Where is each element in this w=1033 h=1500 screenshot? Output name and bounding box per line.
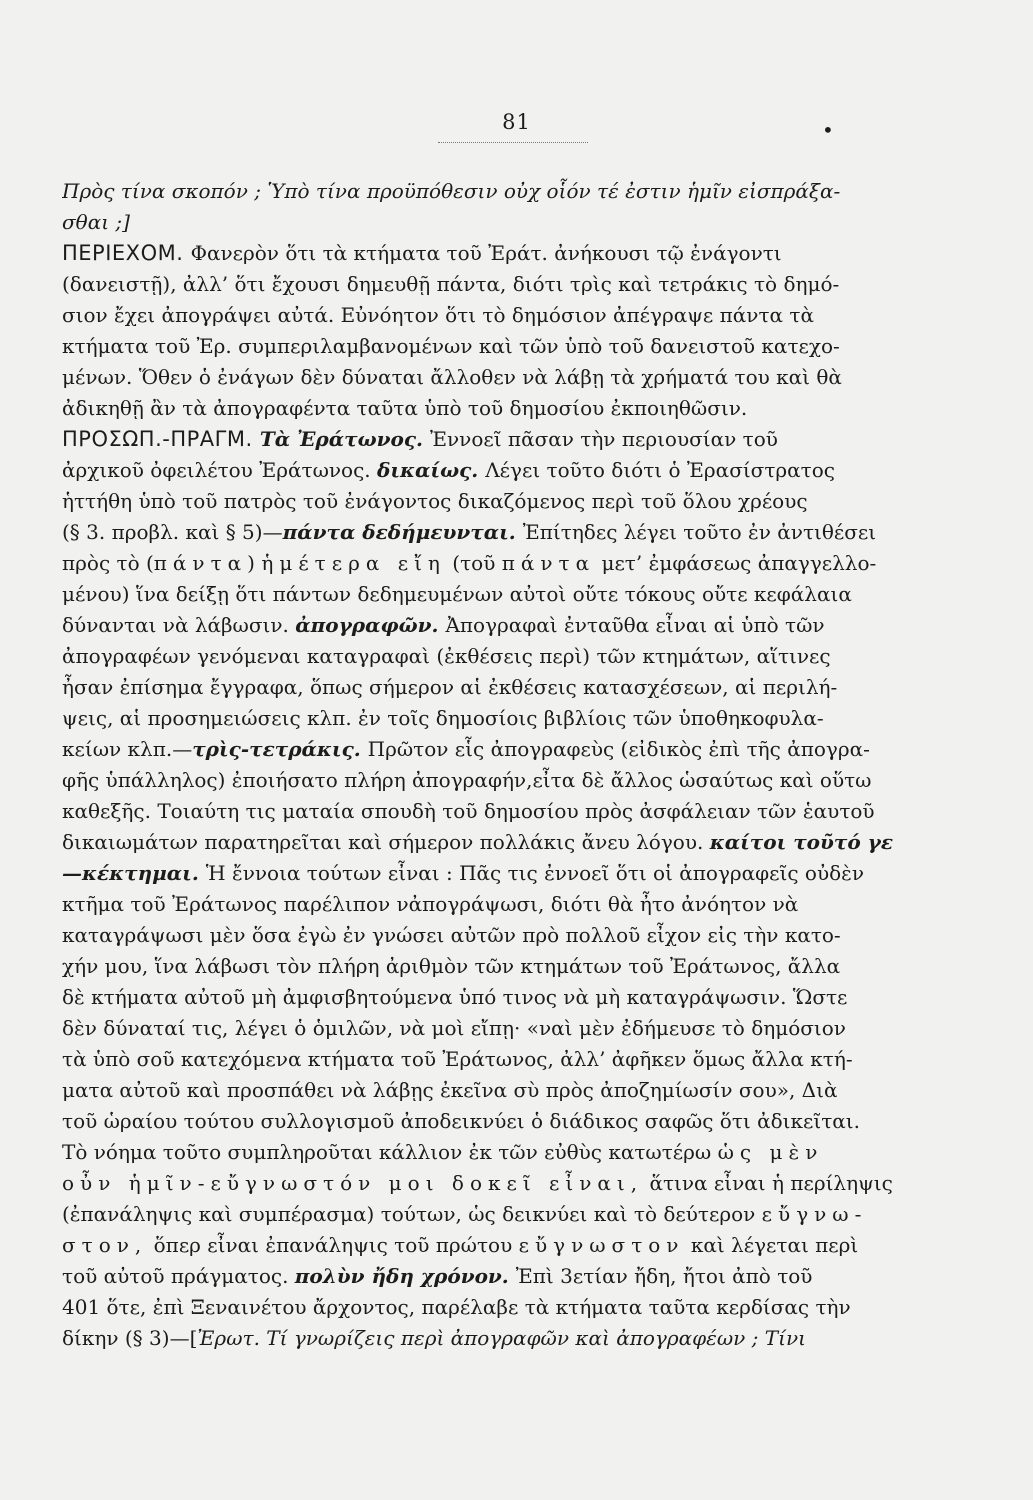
text-segment: Ἐρωτ. Τί γνωρίζεις περὶ ἀπογραφῶν καὶ ἀπογραφέων ; Τίνι [197,1326,806,1350]
text-segment: μένων. Ὅθεν ὁ ἐνάγων δὲν δύναται ἄλλοθεν νὰ λάβῃ τὰ χρήματά του καὶ θὰ [62,365,842,389]
text-segment: ) [247,551,262,575]
text-segment: σθαι ;] [62,210,130,234]
text-segment: ἦσαν ἐπίσημα ἔγγραφα, ὅπως σήμερον αἱ ἐκθέσεις κατασχέσεων, αἱ περιλή- [62,675,838,699]
text-segment: δὲ κτήματα αὐτοῦ μὴ ἀμφισβητούμενα ὑπό τινος νὰ μὴ καταγράψωσιν. Ὥστε [62,985,848,1009]
text-segment: καθεξῆς. Τοιαύτη τις ματαία σπουδὴ τοῦ δημοσίου πρὸς ἀσφάλειαν τῶν ἑαυτοῦ [62,799,875,823]
text-line [62,269,932,300]
text-segment: οὖν ἡμῖν-εὔγνωστόν μοι δοκεῖ εἶναι, [62,1171,644,1195]
text-segment: 401 ὅτε, ἐπὶ Ξεναινέτου ἄρχοντος, παρέλαβε τὰ κτήματα ταῦτα κερδίσας τὴν [62,1295,851,1319]
text-line [62,1199,932,1230]
text-segment: τοῦ ὡραίου τούτου συλλογισμοῦ ἀποδεικνύει ὁ διάδικος σαφῶς ὅτι ἀδικεῖται. [62,1109,860,1133]
text-segment: ἀπογραφέων γενόμεναι καταγραφαὶ (ἐκθέσεις περὶ) τῶν κτημάτων, αἵτινες [62,644,831,668]
text-segment: ὅπερ εἶναι ἐπανάληψις τοῦ πρώτου [147,1233,519,1257]
text-segment: στον, [62,1233,148,1257]
lemma-term: —κέκτημαι. [62,861,206,885]
text-segment: σιον ἔχει ἀπογράψει αὐτά. Εὐνόητον ὅτι τὸ δημόσιον ἀπέγραψε πάντα τὰ [62,303,814,327]
text-segment: Φανερὸν ὅτι τὰ κτήματα τοῦ Ἐράτ. ἀνήκουσι τῷ ἐνάγοντι [190,241,782,265]
text-line [62,703,932,734]
text-segment: (§ 3. προβλ. καὶ § 5)— [62,520,283,544]
text-line [62,1137,932,1168]
text-line [62,517,932,548]
text-segment: τὰ ὑπὸ σοῦ κατεχόμενα κτήματα τοῦ Ἐράτωνος, ἀλλ’ ἀφῆκεν ὅμως ἄλλα κτή- [62,1047,853,1071]
text-segment: (ἐπανάληψις καὶ συμπέρασμα) τούτων, ὡς δεικνύει καὶ τὸ δεύτερον [62,1202,762,1226]
text-segment: ψεις, αἱ προσημειώσεις κλπ. ἐν τοῖς δημοσίοις βιβλίοις τῶν ὑποθηκοφυλα- [62,706,824,730]
text-line [62,920,932,951]
text-line [62,424,932,455]
text-segment: δικαιωμάτων παρατηρεῖται καὶ σήμερον πολλάκις ἄνευ λόγου. [62,830,710,854]
text-segment: Ἀπογραφαὶ ἐνταῦθα εἶναι αἱ ὑπὸ τῶν [445,613,825,637]
text-segment: τοῦ αὐτοῦ πράγματος. [62,1264,295,1288]
text-segment: Ἐπὶ 3ετίαν ἤδη, ἤτοι ἀπὸ τοῦ [515,1264,813,1288]
commentary-text [62,176,932,1354]
text-segment: ἡμέτερα εἴη [261,551,446,575]
text-line [62,1323,932,1354]
text-segment: ἅτινα εἶναι ἡ περίληψις [643,1171,893,1195]
text-line [62,889,932,920]
text-line [62,610,932,641]
text-line [62,331,932,362]
text-line [62,1044,932,1075]
text-segment: μένου) ἵνα δείξῃ ὅτι πάντων δεδημευμένων αὐτοὶ οὔτε τόκους οὔτε κεφάλαια [62,582,852,606]
text-line [62,1075,932,1106]
text-segment: εὔγνωστον [518,1233,685,1257]
text-line [62,1013,932,1044]
text-segment: ἡττήθη ὑπὸ τοῦ πατρὸς τοῦ ἐνάγοντος δικαζόμενος περὶ τοῦ ὅλου χρέους [62,489,808,513]
text-segment: φῆς ὑπάλληλος) ἐποιήσατο πλήρη ἀπογραφήν,εἶτα δὲ ἄλλος ὡσαύτως καὶ οὕτω [62,768,872,792]
lemma-term: δικαίως. [377,458,486,482]
text-segment: Ἐννοεῖ πᾶσαν τὴν περιουσίαν τοῦ [429,427,778,451]
header-rule [438,142,588,143]
text-segment: πάντα [501,551,596,575]
text-line [62,672,932,703]
text-line [62,1106,932,1137]
text-line [62,1168,932,1199]
text-segment: καὶ λέγεται περὶ [684,1233,859,1257]
text-segment: κείων κλπ.— [62,737,193,761]
text-segment: ἀδικηθῇ ἂν τὰ ἀπογραφέντα ταῦτα ὑπὸ τοῦ δημοσίου ἐκποιηθῶσιν. [62,396,748,420]
text-segment: κτῆμα τοῦ Ἐράτωνος παρέλιπον νἀπογράψωσι, διότι θὰ ἦτο ἀνόητον νὰ [62,892,799,916]
lemma-term: τρὶς-τετράκις. [192,737,368,761]
text-segment: εὔγνω- [761,1202,868,1226]
text-line [62,300,932,331]
margin-dot: • [822,118,834,142]
text-segment: Πρῶτον εἷς ἀπογραφεὺς (εἰδικὸς ἐπὶ τῆς ἀπογρα- [367,737,870,761]
text-segment: Πρὸς τίνα σκοπόν ; Ὑπὸ τίνα προϋπόθεσιν οὐχ οἷόν τέ ἐστιν ἡμῖν εἰσπράξα- [62,179,841,203]
text-line [62,951,932,982]
text-segment: Τὸ νόημα τοῦτο συμπληροῦται κάλλιον ἐκ τῶν εὐθὺς κατωτέρω [62,1140,718,1164]
lemma-term: πολὺν ἤδη χρόνον. [294,1264,516,1288]
text-segment: ἀρχικοῦ ὀφειλέτου Ἐράτωνος. [62,458,377,482]
text-segment: (δανειστῇ), ἀλλ’ ὅτι ἔχουσι δημευθῇ πάντα, διότι τρὶς καὶ τετράκις τὸ δημό- [62,272,840,296]
text-segment: καταγράψωσι μὲν ὅσα ἐγὼ ἐν γνώσει αὐτῶν πρὸ πολλοῦ εἶχον εἰς τὴν κατο- [62,923,841,947]
text-line [62,765,932,796]
text-line [62,1230,932,1261]
text-segment: πάντα [153,551,248,575]
lemma-term: πάντα δεδήμευνται. [282,520,523,544]
text-segment: ὡς μὲν [717,1140,824,1164]
section-heading: ΠΕΡΙΕΧΟΜ. [62,241,191,265]
text-segment: δύνανται νὰ λάβωσιν. [62,613,296,637]
text-line [62,548,932,579]
text-line [62,641,932,672]
text-line [62,238,932,269]
text-segment: δὲν δύναταί τις, λέγει ὁ ὁμιλῶν, νὰ μοὶ εἴπῃ· «ναὶ μὲν ἐδήμευσε τὸ δημόσιον [62,1016,846,1040]
text-segment: μετ’ ἐμφάσεως ἀπαγγελλο- [595,551,877,575]
page-number: 81 [502,110,531,134]
text-line [62,393,932,424]
text-line [62,858,932,889]
text-segment: ματα αὐτοῦ καὶ προσπάθει νὰ λάβῃς ἐκεῖνα σὺ πρὸς ἀποζημίωσίν σου», Διὰ [62,1078,838,1102]
text-segment: Λέγει τοῦτο διότι ὁ Ἐρασίστρατος [485,458,835,482]
text-segment: (τοῦ [445,551,502,575]
text-line [62,362,932,393]
text-line [62,1292,932,1323]
text-line [62,796,932,827]
text-line [62,579,932,610]
text-line [62,1261,932,1292]
lemma-term: ἀπογραφῶν. [295,613,446,637]
text-segment: Ἐπίτηδες λέγει τοῦτο ἐν ἀντιθέσει [522,520,877,544]
text-segment: Ἡ ἔννοια τούτων εἶναι : Πᾶς τις ἐννοεῖ ὅτι οἱ ἀπογραφεῖς οὐδὲν [205,861,865,885]
text-line [62,207,932,238]
text-line [62,455,932,486]
text-line [62,486,932,517]
text-line [62,176,932,207]
text-segment: χήν μου, ἵνα λάβωσι τὸν πλήρη ἀριθμὸν τῶν κτημάτων τοῦ Ἐράτωνος, ἄλλα [62,954,841,978]
text-line [62,982,932,1013]
text-segment: πρὸς τὸ ( [62,551,154,575]
text-segment: κτήματα τοῦ Ἐρ. συμπεριλαμβανομένων καὶ τῶν ὑπὸ τοῦ δανειστοῦ κατεχο- [62,334,840,358]
section-heading: ΠΡΟΣΩΠ.-ΠΡΑΓΜ. [62,427,260,451]
lemma-term: Τὰ Ἐράτωνος. [259,427,430,451]
text-segment: δίκην (§ 3)—[ [62,1326,198,1350]
text-line [62,734,932,765]
lemma-term: καίτοι τοῦτό γε [709,830,894,854]
text-line [62,827,932,858]
